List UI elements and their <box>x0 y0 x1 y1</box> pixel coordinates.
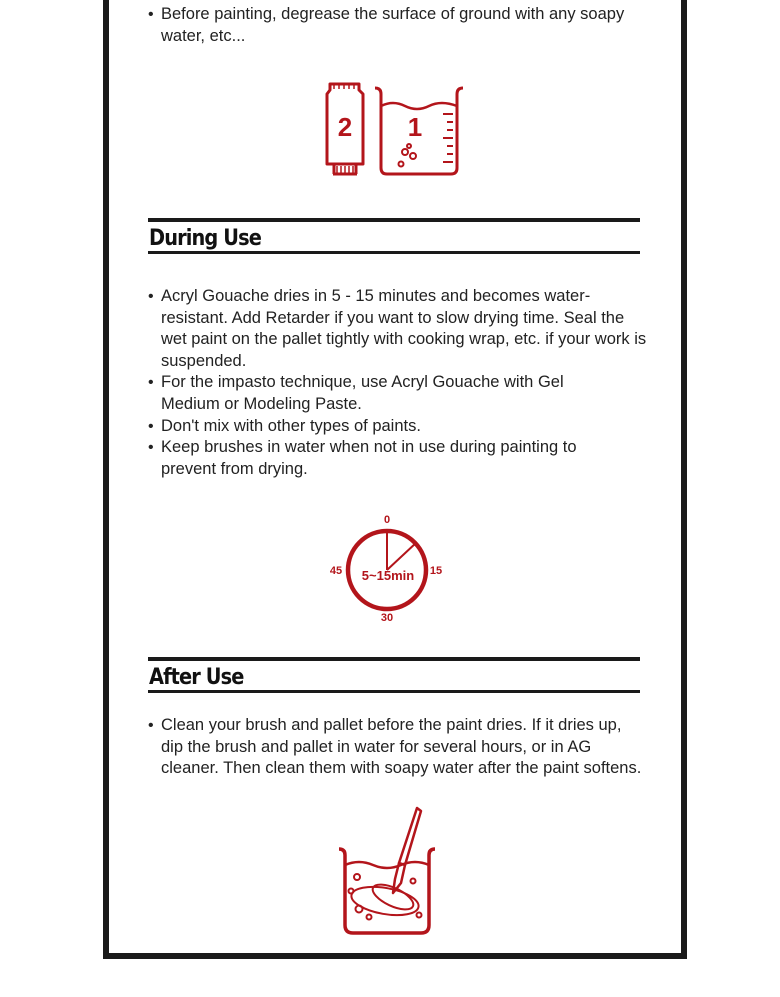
clock-icon <box>325 512 450 624</box>
list-item: • For the impasto technique, use Acryl Gouache with Gel Medium or Modeling Paste. <box>148 372 648 415</box>
list-item: • Don't mix with other types of paints. <box>148 416 648 438</box>
clock-label-bottom: 30 <box>380 612 394 624</box>
list-item: • Before painting, degrease the surface of ground with any soapy water, etc... <box>148 4 648 47</box>
before-use-bullets <box>148 4 648 47</box>
during-use-bullets <box>148 286 648 480</box>
clock-center-text: 5~15min <box>361 568 415 583</box>
clock-label-left: 45 <box>329 565 343 577</box>
after-use-heading-bar <box>148 657 640 693</box>
tube-and-beaker-icon <box>325 80 465 180</box>
list-item: • Acryl Gouache dries in 5 - 15 minutes and becomes water-resistant. Add Retarder if you want to slow drying time. Seal the wet paint on the pallet tightly with cooking wrap, etc. if your work is suspended. <box>148 286 648 372</box>
list-item: • Keep brushes in water when not in use during painting to prevent from drying. <box>148 437 648 480</box>
brush-in-beaker-icon <box>335 805 440 940</box>
clock-label-right: 15 <box>429 565 443 577</box>
after-use-bullets <box>148 715 648 780</box>
after-use-heading: After Use <box>149 665 244 690</box>
tube-number: 2 <box>337 112 353 142</box>
during-use-heading: During Use <box>149 226 261 251</box>
list-item: • Clean your brush and pallet before the paint dries. If it dries up, dip the brush and pallet in water for several hours, or in AG cleaner. Then clean them with soapy water after the paint softens. <box>148 715 648 780</box>
during-use-heading-bar <box>148 218 640 254</box>
clock-label-top: 0 <box>383 514 391 526</box>
beaker-number: 1 <box>407 112 423 142</box>
